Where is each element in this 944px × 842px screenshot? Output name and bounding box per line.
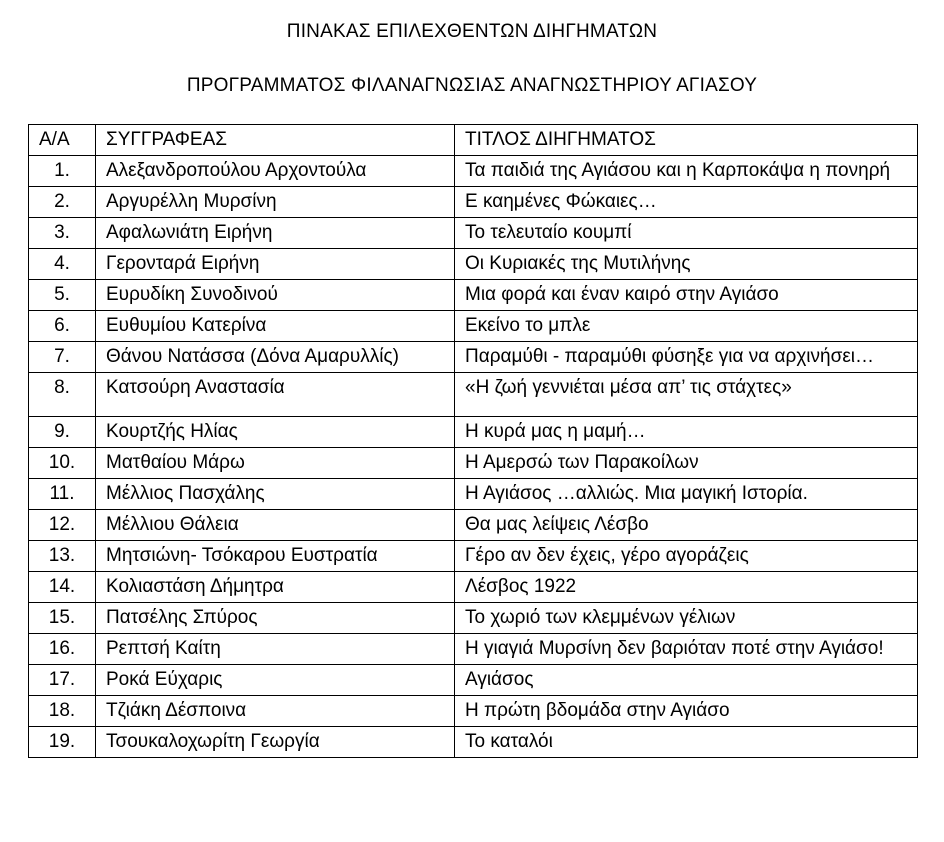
table-row: [29, 156, 918, 187]
row-number: 18.: [29, 696, 96, 727]
story-title-cell: «Η ζωή γεννιέται μέσα απ’ τις στάχτες»: [455, 373, 918, 417]
table-row: [29, 510, 918, 541]
table-row: [29, 187, 918, 218]
story-title-cell: Η Αμερσώ των Παρακοίλων: [455, 448, 918, 479]
table-row: [29, 727, 918, 758]
story-title-cell: Το τελευταίο κουμπί: [455, 218, 918, 249]
row-number: 13.: [29, 541, 96, 572]
author-cell: Μητσιώνη- Τσόκαρου Ευστρατία: [96, 541, 455, 572]
row-number: 19.: [29, 727, 96, 758]
table-row: [29, 448, 918, 479]
author-cell: Ευθυμίου Κατερίνα: [96, 311, 455, 342]
author-cell: Κουρτζής Ηλίας: [96, 417, 455, 448]
story-title-cell: Εκείνο το μπλε: [455, 311, 918, 342]
row-number: 9.: [29, 417, 96, 448]
row-number: 15.: [29, 603, 96, 634]
story-title-cell: Το καταλόι: [455, 727, 918, 758]
row-number: 3.: [29, 218, 96, 249]
row-number: 5.: [29, 280, 96, 311]
stories-table: [28, 124, 918, 758]
author-cell: Κολιαστάση Δήμητρα: [96, 572, 455, 603]
document-subtitle: ΠΡΟΓΡΑΜΜΑΤΟΣ ΦΙΛΑΝΑΓΝΩΣΙΑΣ ΑΝΑΓΝΩΣΤΗΡΙΟΥ ΑΓΙΑΣΟΥ: [186, 75, 758, 96]
table-row: [29, 696, 918, 727]
story-title-cell: Η Αγιάσος …αλλιώς. Μια μαγική Ιστορία.: [455, 479, 918, 510]
author-cell: Αλεξανδροπούλου Αρχοντούλα: [96, 156, 455, 187]
document-title: ΠΙΝΑΚΑΣ ΕΠΙΛΕΧΘΕΝΤΩΝ ΔΙΗΓΗΜΑΤΩΝ: [286, 21, 658, 42]
author-cell: Αργυρέλλη Μυρσίνη: [96, 187, 455, 218]
author-cell: Μέλλιου Θάλεια: [96, 510, 455, 541]
table-row: [29, 218, 918, 249]
row-number: 12.: [29, 510, 96, 541]
table-row: [29, 603, 918, 634]
column-header-number: Α/Α: [29, 125, 96, 156]
author-cell: Αφαλωνιάτη Ειρήνη: [96, 218, 455, 249]
story-title-cell: Λέσβος 1922: [455, 572, 918, 603]
story-title-cell: Θα μας λείψεις Λέσβο: [455, 510, 918, 541]
author-cell: Πατσέλης Σπύρος: [96, 603, 455, 634]
row-number: 8.: [29, 373, 96, 417]
author-cell: Τζιάκη Δέσποινα: [96, 696, 455, 727]
story-title-cell: Γέρο αν δεν έχεις, γέρο αγοράζεις: [455, 541, 918, 572]
table-row: [29, 541, 918, 572]
table-row: [29, 280, 918, 311]
author-cell: Θάνου Νατάσσα (Δόνα Αμαρυλλίς): [96, 342, 455, 373]
author-cell: Μέλλιος Πασχάλης: [96, 479, 455, 510]
row-number: 17.: [29, 665, 96, 696]
table-row: [29, 479, 918, 510]
row-number: 10.: [29, 448, 96, 479]
row-number: 16.: [29, 634, 96, 665]
column-header-author: ΣΥΓΓΡΑΦΕΑΣ: [96, 125, 455, 156]
table-row: [29, 572, 918, 603]
story-title-cell: Η γιαγιά Μυρσίνη δεν βαριόταν ποτέ στην Αγιάσο!: [455, 634, 918, 665]
table-header-row: [29, 125, 918, 156]
story-title-cell: Η πρώτη βδομάδα στην Αγιάσο: [455, 696, 918, 727]
row-number: 14.: [29, 572, 96, 603]
story-title-cell: Το χωριό των κλεμμένων γέλιων: [455, 603, 918, 634]
author-cell: Γερονταρά Ειρήνη: [96, 249, 455, 280]
table-row: [29, 342, 918, 373]
author-cell: Κατσούρη Αναστασία: [96, 373, 455, 417]
author-cell: Ευρυδίκη Συνοδινού: [96, 280, 455, 311]
row-number: 7.: [29, 342, 96, 373]
author-cell: Ματθαίου Μάρω: [96, 448, 455, 479]
author-cell: Τσουκαλοχωρίτη Γεωργία: [96, 727, 455, 758]
table-row: [29, 249, 918, 280]
row-number: 4.: [29, 249, 96, 280]
table-row: [29, 373, 918, 417]
story-title-cell: Η κυρά μας η μαμή…: [455, 417, 918, 448]
table-row: [29, 665, 918, 696]
story-title-cell: Οι Κυριακές της Μυτιλήνης: [455, 249, 918, 280]
table-row: [29, 311, 918, 342]
table-row: [29, 634, 918, 665]
story-title-cell: Ε καημένες Φώκαιες…: [455, 187, 918, 218]
row-number: 11.: [29, 479, 96, 510]
row-number: 1.: [29, 156, 96, 187]
author-cell: Ροκά Εύχαρις: [96, 665, 455, 696]
row-number: 2.: [29, 187, 96, 218]
author-cell: Ρεπτσή Καίτη: [96, 634, 455, 665]
story-title-cell: Μια φορά και έναν καιρό στην Αγιάσο: [455, 280, 918, 311]
story-title-cell: Τα παιδιά της Αγιάσου και η Καρποκάψα η πονηρή: [455, 156, 918, 187]
story-title-cell: Παραμύθι - παραμύθι φύσηξε για να αρχινήσει…: [455, 342, 918, 373]
table-row: [29, 417, 918, 448]
row-number: 6.: [29, 311, 96, 342]
story-title-cell: Αγιάσος: [455, 665, 918, 696]
column-header-title: ΤΙΤΛΟΣ ΔΙΗΓΗΜΑΤΟΣ: [455, 125, 918, 156]
